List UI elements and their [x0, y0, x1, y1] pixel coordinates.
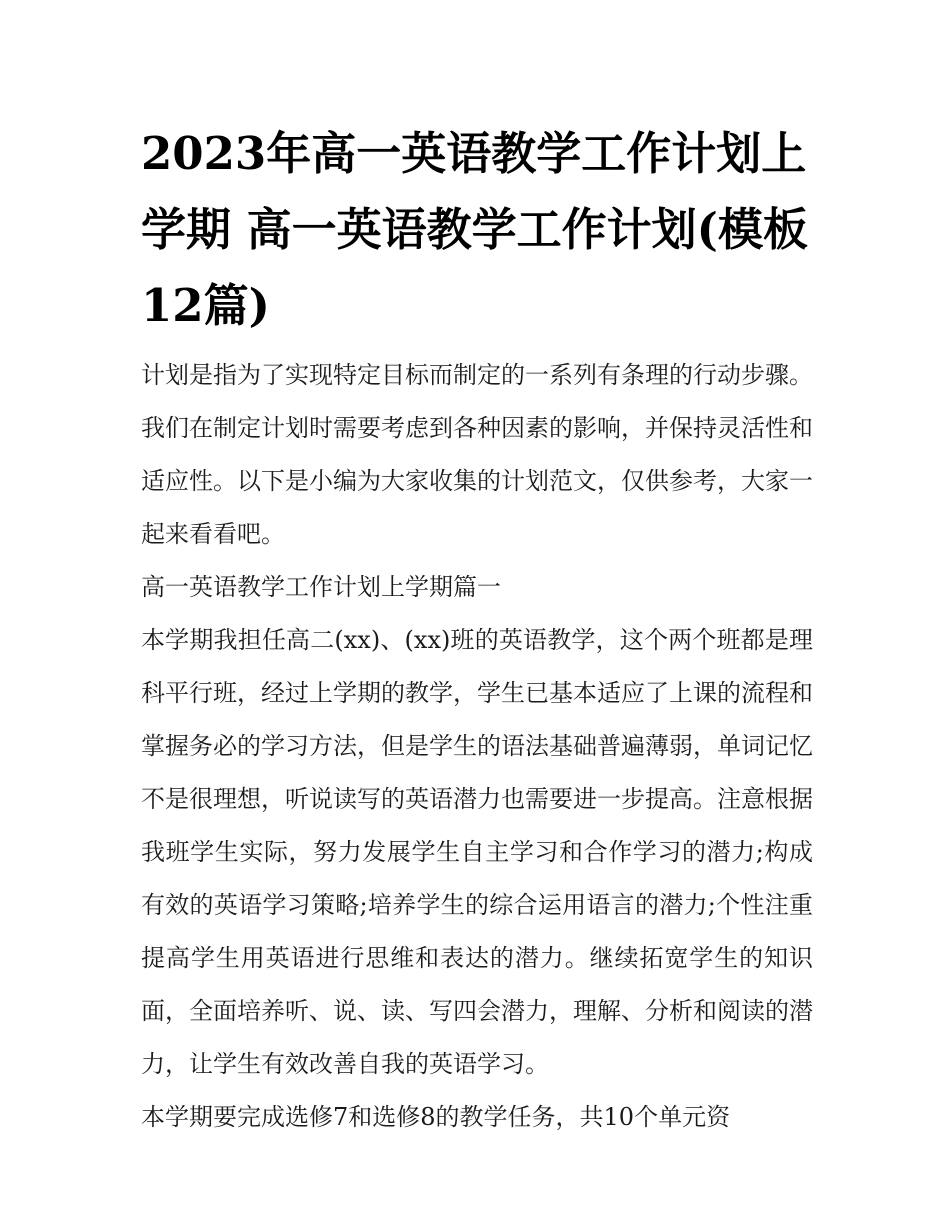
body-paragraph-1: 本学期我担任高二(xx)、(xx)班的英语教学，这个两个班都是理科平行班，经过上学期的教学，学生已基本适应了上课的流程和掌握务必的学习方法，但是学生的语法基础普遍薄弱，单词记忆不是很理想，听说读写的英语潜力也需要进一步提高。注意根据我班学生实际，努力发展学生自主学习和合作学习的潜力;构成有效的英语学习策略;培养学生的综合运用语言的潜力;个性注重提高学生用英语进行思维和表达的潜力。继续拓宽学生的知识面，全面培养听、说、读、写四会潜力，理解、分析和阅读的潜力，让学生有效改善自我的英语学习。: [141, 626, 813, 1078]
document-body: [141, 116, 813, 1144]
section-heading: 高一英语教学工作计划上学期篇一: [141, 573, 501, 601]
document-title: 2023年高一英语教学工作计划上学期 高一英语教学工作计划(模板12篇): [141, 127, 808, 332]
body-paragraph-2: 本学期要完成选修7和选修8的教学任务，共10个单元资: [141, 1103, 731, 1131]
intro-paragraph: 计划是指为了实现特定目标而制定的一系列有条理的行动步骤。我们在制定计划时需要考虑到各种因素的影响，并保持灵活性和适应性。以下是小编为大家收集的计划范文，仅供参考，大家一起来看看吧。: [141, 361, 813, 548]
